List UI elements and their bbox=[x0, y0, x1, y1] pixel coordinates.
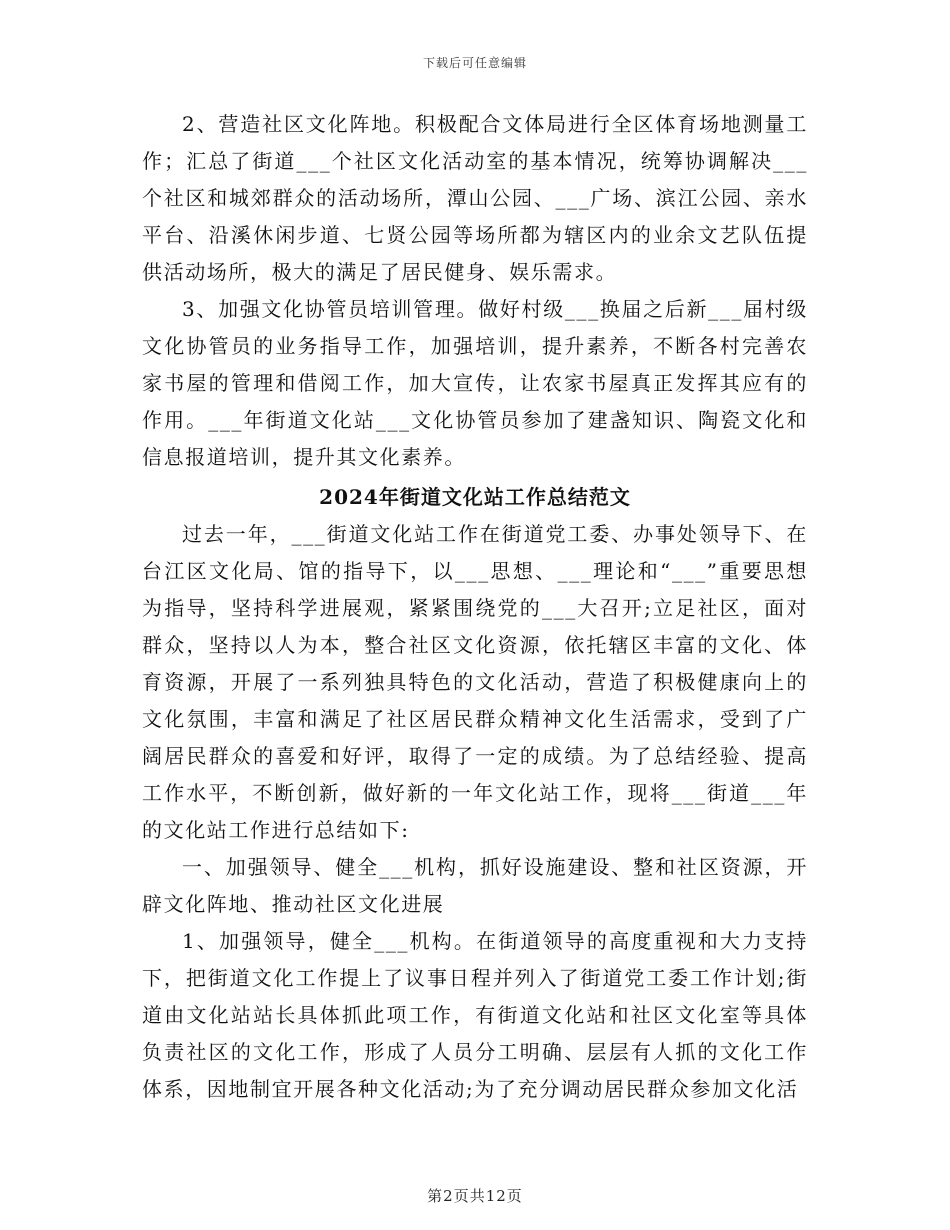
paragraph-leadership: 1、加强领导，健全___机构。在街道领导的高度重视和大力支持下，把街道文化工作提上了议事日程并列入了街道党工委工作计划;街道由文化站站长具体抓此项工作，有街道文化站和社区文化室等具体负责社区的文化工作，形成了人员分工明确、层层有人抓的文化工作体系，因地制宜开展各种文化活动;为了充分调动居民群众参加文化活 bbox=[142, 929, 808, 1101]
page-number: 第2页共12页 bbox=[427, 1187, 523, 1205]
document-body bbox=[142, 106, 808, 1108]
paragraph-coordinator-training: 3、加强文化协管员培训管理。做好村级___换届之后新___届村级文化协管员的业务指导工作，加强培训，提升素养，不断各村完善农家书屋的管理和借阅工作，加大宣传，让农家书屋真正发挥其应有的作用。___年街道文化站___文化协管员参加了建盏知识、陶瓷文化和信息报道培训，提升其文化素养。 bbox=[142, 297, 808, 469]
section-title: 2024年街道文化站工作总结范文 bbox=[319, 485, 631, 509]
paragraph-intro: 过去一年，___街道文化站工作在街道党工委、办事处领导下、在台江区文化局、馆的指导下，以___思想、___理论和“___”重要思想为指导，坚持科学进展观，紧紧围绕党的___大召开;立足社区，面对群众，坚持以人为本，整合社区文化资源，依托辖区丰富的文化、体育资源，开展了一系列独具特色的文化活动，营造了积极健康向上的文化氛围，丰富和满足了社区居民群众精神文化生活需求，受到了广阔居民群众的喜爱和好评，取得了一定的成绩。为了总结经验、提高工作水平，不断创新，做好新的一年文化站工作，现将___街道___年的文化站工作进行总结如下: bbox=[142, 522, 808, 842]
paragraph-community-venues: 2、营造社区文化阵地。积极配合文体局进行全区体育场地测量工作；汇总了街道___个社区文化活动室的基本情况，统筹协调解决___个社区和城郊群众的活动场所，潭山公园、___广场、滨江公园、亲水平台、沿溪休闲步道、七贤公园等场所都为辖区内的业余文艺队伍提供活动场所，极大的满足了居民健身、娱乐需求。 bbox=[142, 112, 808, 284]
page-header: 下载后可任意编辑 bbox=[422, 56, 527, 70]
paragraph-section-one-heading: 一、加强领导、健全___机构，抓好设施建设、整和社区资源，开辟文化阵地、推动社区文化进展 bbox=[142, 855, 808, 916]
